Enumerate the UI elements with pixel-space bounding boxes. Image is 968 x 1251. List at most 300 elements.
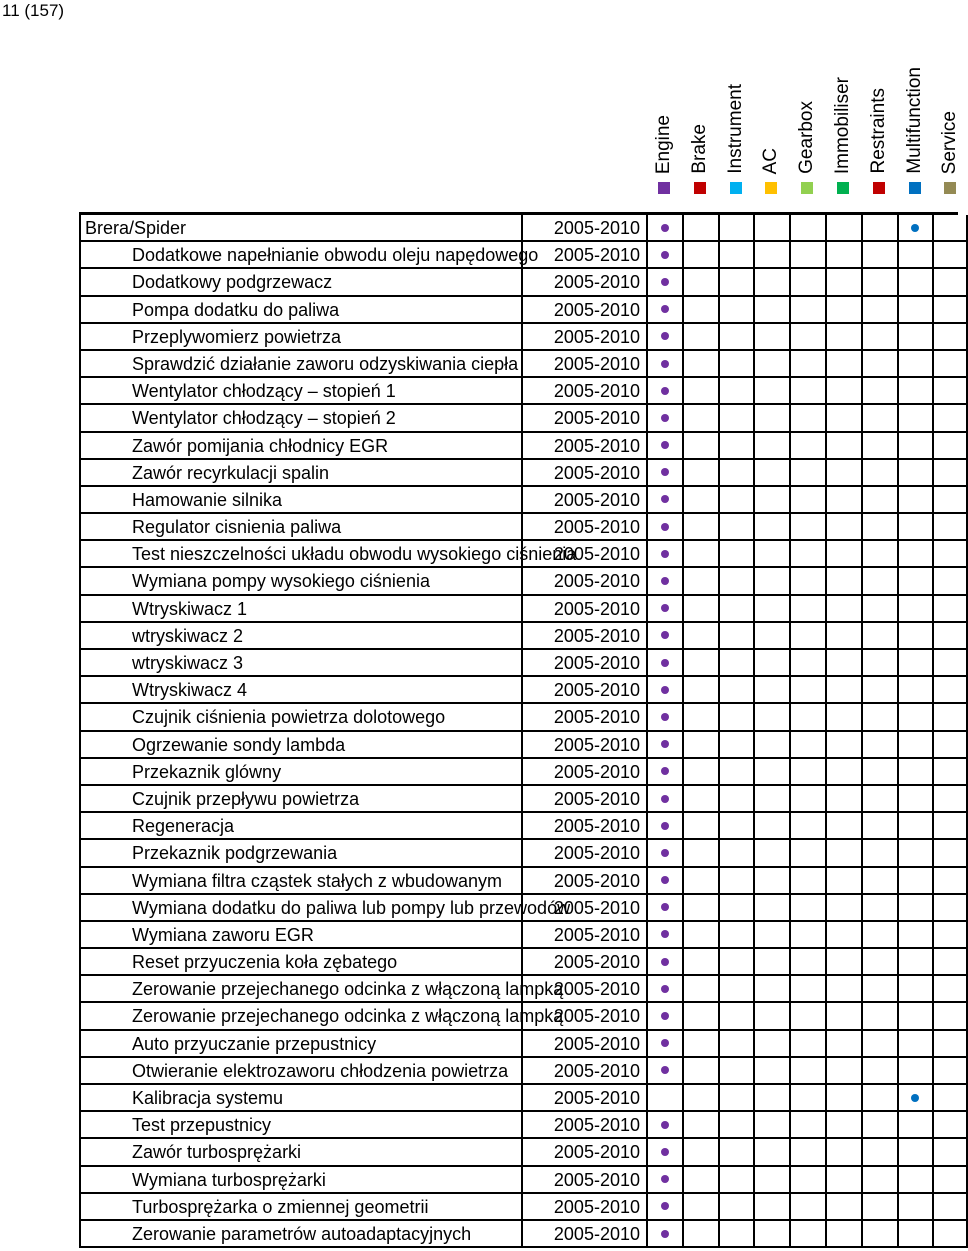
flag-cell-gearbox	[789, 1112, 825, 1139]
function-dot	[661, 740, 669, 748]
row-name: Regeneracja	[132, 816, 235, 837]
column-header-ac	[753, 0, 789, 200]
flag-cell-brake	[682, 976, 718, 1003]
column-label-wrap	[825, 0, 861, 174]
row-name: Turbosprężarka o zmiennej geometrii	[132, 1196, 429, 1217]
flag-cell-engine	[646, 677, 682, 704]
flag-cell-brake	[682, 704, 718, 731]
table-row	[79, 1194, 958, 1221]
table-row	[79, 732, 958, 759]
column-header-brake	[682, 0, 718, 200]
flag-cell-engine	[646, 1167, 682, 1194]
row-name-cell	[79, 840, 523, 867]
column-label: Immobiliser	[832, 76, 853, 174]
flag-cell-immobiliser	[825, 269, 861, 296]
row-name: Ogrzewanie sondy lambda	[132, 734, 346, 755]
row-name: Otwieranie elektrozaworu chłodzenia powietrza	[132, 1060, 509, 1081]
table-row	[79, 269, 958, 296]
table-row	[79, 433, 958, 460]
function-dot	[661, 360, 669, 368]
flag-cell-immobiliser	[825, 541, 861, 568]
column-header-restraints	[861, 0, 897, 200]
flag-cell-service	[932, 1221, 968, 1248]
row-years: 2005-2010	[523, 813, 646, 840]
flag-cell-service	[932, 269, 968, 296]
flag-cell-ac	[753, 677, 789, 704]
flag-cell-gearbox	[789, 813, 825, 840]
table-row	[79, 596, 958, 623]
flag-cell-gearbox	[789, 297, 825, 324]
row-name-cell	[79, 1139, 523, 1166]
flag-cell-gearbox	[789, 460, 825, 487]
table-row	[79, 242, 958, 269]
table-row	[79, 868, 958, 895]
flag-cell-immobiliser	[825, 433, 861, 460]
row-years: 2005-2010	[523, 1194, 646, 1221]
flag-cell-brake	[682, 623, 718, 650]
table-row	[79, 895, 958, 922]
flag-cell-instrument	[718, 922, 754, 949]
column-header-multifunction	[897, 0, 933, 200]
flag-cell-immobiliser	[825, 324, 861, 351]
flag-cell-gearbox	[789, 786, 825, 813]
flag-cell-multifunction	[897, 732, 933, 759]
flag-cell-engine	[646, 1139, 682, 1166]
row-name-cell	[79, 405, 523, 432]
flag-cell-immobiliser	[825, 650, 861, 677]
flag-cell-gearbox	[789, 895, 825, 922]
flag-cell-multifunction	[897, 949, 933, 976]
flag-cell-multifunction	[897, 541, 933, 568]
flag-cell-engine	[646, 1031, 682, 1058]
flag-cell-restraints	[861, 596, 897, 623]
table-row	[79, 460, 958, 487]
flag-cell-gearbox	[789, 1139, 825, 1166]
flag-cell-restraints	[861, 378, 897, 405]
function-dot	[661, 1121, 669, 1129]
flag-cell-ac	[753, 922, 789, 949]
column-label-wrap	[932, 0, 968, 174]
flag-cell-restraints	[861, 1194, 897, 1221]
column-label: Instrument	[724, 84, 746, 174]
flag-cell-multifunction	[897, 1003, 933, 1030]
row-name-cell	[79, 596, 523, 623]
row-name: Przeplywomierz powietrza	[132, 326, 342, 347]
flag-cell-restraints	[861, 868, 897, 895]
flag-cell-multifunction	[897, 1139, 933, 1166]
flag-cell-multifunction	[897, 868, 933, 895]
flag-cell-instrument	[718, 1031, 754, 1058]
row-years: 2005-2010	[523, 514, 646, 541]
flag-cell-engine	[646, 759, 682, 786]
row-name: Zerowanie parametrów autoadaptacyjnych	[132, 1223, 472, 1244]
flag-cell-ac	[753, 650, 789, 677]
table-row	[79, 840, 958, 867]
flag-cell-multifunction	[897, 786, 933, 813]
flag-cell-gearbox	[789, 1085, 825, 1112]
flag-cell-service	[932, 895, 968, 922]
flag-cell-engine	[646, 460, 682, 487]
function-dot	[661, 1012, 669, 1020]
row-name-cell	[79, 433, 523, 460]
flag-cell-immobiliser	[825, 242, 861, 269]
flag-cell-gearbox	[789, 1194, 825, 1221]
flag-cell-service	[932, 840, 968, 867]
table-row	[79, 922, 958, 949]
row-name-cell	[79, 895, 571, 922]
table-row	[79, 677, 958, 704]
flag-cell-instrument	[718, 433, 754, 460]
flag-cell-service	[932, 1031, 968, 1058]
flag-cell-instrument	[718, 1139, 754, 1166]
flag-cell-service	[932, 1139, 968, 1166]
flag-cell-brake	[682, 324, 718, 351]
flag-cell-immobiliser	[825, 1221, 861, 1248]
flag-cell-restraints	[861, 1058, 897, 1085]
row-name: Wentylator chłodzący – stopień 1	[132, 381, 396, 402]
flag-cell-multifunction	[897, 297, 933, 324]
function-dot	[661, 659, 669, 667]
flag-cell-brake	[682, 840, 718, 867]
flag-cell-gearbox	[789, 732, 825, 759]
flag-cell-engine	[646, 568, 682, 595]
table-rows	[79, 215, 958, 1248]
row-name-cell	[79, 1003, 564, 1030]
function-dot	[661, 305, 669, 313]
flag-cell-gearbox	[789, 976, 825, 1003]
flag-cell-ac	[753, 704, 789, 731]
function-dot	[661, 1066, 669, 1074]
flag-cell-instrument	[718, 732, 754, 759]
flag-cell-instrument	[718, 324, 754, 351]
flag-cell-brake	[682, 922, 718, 949]
flag-cell-restraints	[861, 786, 897, 813]
flag-cell-service	[932, 677, 968, 704]
row-name: Zawór recyrkulacji spalin	[132, 462, 330, 483]
flag-cell-immobiliser	[825, 514, 861, 541]
flag-cell-gearbox	[789, 596, 825, 623]
flag-cell-gearbox	[789, 405, 825, 432]
flag-cell-multifunction	[897, 1221, 933, 1248]
flag-cell-immobiliser	[825, 1003, 861, 1030]
row-name: Wtryskiwacz 4	[132, 680, 248, 701]
flag-cell-service	[932, 868, 968, 895]
table-row	[79, 324, 958, 351]
flag-cell-service	[932, 813, 968, 840]
flag-cell-immobiliser	[825, 351, 861, 378]
table-row	[79, 378, 958, 405]
flag-cell-multifunction	[897, 623, 933, 650]
flag-cell-service	[932, 460, 968, 487]
flag-cell-ac	[753, 1139, 789, 1166]
flag-cell-ac	[753, 868, 789, 895]
flag-cell-instrument	[718, 1112, 754, 1139]
row-years: 2005-2010	[523, 541, 646, 568]
row-years: 2005-2010	[523, 976, 646, 1003]
flag-cell-restraints	[861, 922, 897, 949]
function-dot	[661, 387, 669, 395]
row-name: Auto przyuczanie przepustnicy	[132, 1033, 377, 1054]
flag-cell-service	[932, 405, 968, 432]
flag-cell-instrument	[718, 1221, 754, 1248]
flag-cell-instrument	[718, 568, 754, 595]
flag-cell-instrument	[718, 405, 754, 432]
flag-cell-multifunction	[897, 1058, 933, 1085]
flag-cell-multifunction	[897, 351, 933, 378]
flag-cell-instrument	[718, 514, 754, 541]
flag-cell-service	[932, 922, 968, 949]
flag-cell-service	[932, 759, 968, 786]
flag-cell-engine	[646, 949, 682, 976]
column-color-swatch	[909, 182, 921, 194]
flag-cell-gearbox	[789, 269, 825, 296]
row-name: Hamowanie silnika	[132, 489, 283, 510]
row-years: 2005-2010	[523, 324, 646, 351]
flag-cell-brake	[682, 1139, 718, 1166]
flag-cell-service	[932, 514, 968, 541]
flag-cell-service	[932, 487, 968, 514]
flag-cell-ac	[753, 1112, 789, 1139]
row-name-cell	[79, 922, 523, 949]
flag-cell-immobiliser	[825, 1085, 861, 1112]
table-row	[79, 297, 958, 324]
row-name-cell	[79, 1031, 523, 1058]
row-years: 2005-2010	[523, 487, 646, 514]
flag-cell-gearbox	[789, 568, 825, 595]
flag-cell-restraints	[861, 215, 897, 242]
flag-cell-multifunction	[897, 405, 933, 432]
column-label: Restraints	[867, 88, 889, 174]
column-color-swatch	[658, 182, 670, 194]
flag-cell-gearbox	[789, 541, 825, 568]
flag-cell-engine	[646, 297, 682, 324]
row-years: 2005-2010	[523, 1031, 646, 1058]
column-color-swatch	[873, 182, 885, 194]
function-dot	[661, 414, 669, 422]
row-name: Dodatkowe napełnianie obwodu oleju napędowego	[132, 245, 539, 266]
flag-cell-engine	[646, 1058, 682, 1085]
table-row	[79, 623, 958, 650]
flag-cell-immobiliser	[825, 1167, 861, 1194]
function-dot	[661, 903, 669, 911]
row-name: Brera/Spider	[85, 218, 187, 238]
flag-cell-gearbox	[789, 433, 825, 460]
column-color-swatch	[730, 182, 742, 194]
function-dot	[661, 495, 669, 503]
flag-cell-engine	[646, 623, 682, 650]
flag-cell-immobiliser	[825, 596, 861, 623]
row-name: Czujnik ciśnienia powietrza dolotowego	[132, 707, 446, 728]
column-color-swatch	[944, 182, 956, 194]
flag-cell-immobiliser	[825, 487, 861, 514]
flag-cell-immobiliser	[825, 1112, 861, 1139]
row-name-cell	[79, 1112, 523, 1139]
row-name: Regulator cisnienia paliwa	[132, 517, 342, 538]
row-years: 2005-2010	[523, 269, 646, 296]
flag-cell-instrument	[718, 677, 754, 704]
flag-cell-immobiliser	[825, 1194, 861, 1221]
flag-cell-engine	[646, 840, 682, 867]
flag-cell-ac	[753, 405, 789, 432]
flag-cell-multifunction	[897, 976, 933, 1003]
flag-cell-brake	[682, 1058, 718, 1085]
row-years: 2005-2010	[523, 242, 646, 269]
flag-cell-restraints	[861, 976, 897, 1003]
flag-cell-ac	[753, 895, 789, 922]
flag-cell-engine	[646, 813, 682, 840]
flag-cell-ac	[753, 949, 789, 976]
flag-cell-restraints	[861, 1031, 897, 1058]
flag-cell-brake	[682, 215, 718, 242]
flag-cell-multifunction	[897, 242, 933, 269]
flag-cell-instrument	[718, 1003, 754, 1030]
function-dot	[661, 523, 669, 531]
flag-cell-engine	[646, 596, 682, 623]
function-dot	[661, 251, 669, 259]
flag-cell-engine	[646, 378, 682, 405]
flag-cell-brake	[682, 297, 718, 324]
row-name-cell	[79, 1058, 523, 1085]
column-label-wrap	[861, 0, 897, 174]
flag-cell-gearbox	[789, 623, 825, 650]
flag-cell-restraints	[861, 1139, 897, 1166]
column-color-swatch	[765, 182, 777, 194]
flag-cell-multifunction	[897, 514, 933, 541]
flag-cell-immobiliser	[825, 1058, 861, 1085]
flag-cell-ac	[753, 1194, 789, 1221]
flag-cell-restraints	[861, 487, 897, 514]
flag-cell-immobiliser	[825, 405, 861, 432]
row-years: 2005-2010	[523, 378, 646, 405]
row-years: 2005-2010	[523, 405, 646, 432]
flag-cell-service	[932, 351, 968, 378]
flag-cell-engine	[646, 242, 682, 269]
flag-cell-immobiliser	[825, 976, 861, 1003]
flag-cell-brake	[682, 1112, 718, 1139]
flag-cell-restraints	[861, 351, 897, 378]
flag-cell-instrument	[718, 1167, 754, 1194]
row-name-cell	[79, 976, 564, 1003]
row-years: 2005-2010	[523, 949, 646, 976]
function-dot	[661, 713, 669, 721]
row-name-cell	[79, 487, 523, 514]
flag-cell-ac	[753, 840, 789, 867]
table-row	[79, 1221, 958, 1248]
function-dot	[661, 849, 669, 857]
flag-cell-instrument	[718, 623, 754, 650]
flag-cell-gearbox	[789, 242, 825, 269]
table-row	[79, 650, 958, 677]
column-header-instrument	[718, 0, 754, 200]
flag-cell-brake	[682, 596, 718, 623]
flag-cell-ac	[753, 786, 789, 813]
flag-cell-gearbox	[789, 1167, 825, 1194]
row-name: wtryskiwacz 3	[132, 653, 244, 673]
row-years: 2005-2010	[523, 351, 646, 378]
flag-cell-instrument	[718, 704, 754, 731]
flag-cell-immobiliser	[825, 922, 861, 949]
column-label: Multifunction	[903, 67, 925, 174]
table-row	[79, 405, 958, 432]
flag-cell-restraints	[861, 405, 897, 432]
flag-cell-brake	[682, 269, 718, 296]
flag-cell-gearbox	[789, 1031, 825, 1058]
flag-cell-ac	[753, 297, 789, 324]
row-name-cell	[79, 623, 523, 650]
flag-cell-gearbox	[789, 759, 825, 786]
flag-cell-brake	[682, 1167, 718, 1194]
flag-cell-service	[932, 596, 968, 623]
column-label-wrap	[646, 0, 682, 174]
flag-cell-service	[932, 541, 968, 568]
flag-cell-immobiliser	[825, 704, 861, 731]
column-label: Service	[939, 110, 961, 174]
flag-cell-immobiliser	[825, 868, 861, 895]
flag-cell-ac	[753, 1167, 789, 1194]
flag-cell-multifunction	[897, 1112, 933, 1139]
flag-cell-gearbox	[789, 677, 825, 704]
function-dot	[661, 441, 669, 449]
flag-cell-brake	[682, 1194, 718, 1221]
flag-cell-brake	[682, 868, 718, 895]
flag-cell-gearbox	[789, 324, 825, 351]
column-label: Gearbox	[796, 101, 818, 174]
row-name-cell	[79, 215, 523, 242]
flag-cell-instrument	[718, 378, 754, 405]
flag-cell-service	[932, 433, 968, 460]
flag-cell-ac	[753, 976, 789, 1003]
row-name: Przekaznik glówny	[132, 761, 282, 782]
flag-cell-restraints	[861, 895, 897, 922]
flag-cell-restraints	[861, 1221, 897, 1248]
flag-cell-restraints	[861, 460, 897, 487]
function-dot	[661, 631, 669, 639]
table-row	[79, 1058, 958, 1085]
function-dot	[661, 1148, 669, 1156]
flag-cell-engine	[646, 922, 682, 949]
flag-cell-instrument	[718, 460, 754, 487]
flag-cell-immobiliser	[825, 677, 861, 704]
row-name-cell	[79, 650, 523, 677]
flag-cell-brake	[682, 351, 718, 378]
flag-cell-ac	[753, 242, 789, 269]
flag-cell-multifunction	[897, 460, 933, 487]
flag-cell-ac	[753, 433, 789, 460]
flag-cell-restraints	[861, 704, 897, 731]
flag-cell-immobiliser	[825, 949, 861, 976]
flag-cell-ac	[753, 1085, 789, 1112]
function-dot	[661, 1039, 669, 1047]
function-dot	[661, 332, 669, 340]
flag-cell-ac	[753, 732, 789, 759]
flag-cell-gearbox	[789, 514, 825, 541]
flag-cell-brake	[682, 460, 718, 487]
flag-cell-service	[932, 786, 968, 813]
flag-cell-engine	[646, 215, 682, 242]
flag-cell-brake	[682, 786, 718, 813]
row-name-cell	[79, 1085, 523, 1112]
row-years: 2005-2010	[523, 1003, 646, 1030]
flag-cell-instrument	[718, 297, 754, 324]
column-label: Brake	[688, 124, 710, 174]
row-name: Wymiana filtra cząstek stałych z wbudowanym	[132, 870, 502, 891]
flag-cell-instrument	[718, 242, 754, 269]
row-name-cell	[79, 732, 523, 759]
row-name-cell	[79, 1194, 523, 1221]
flag-cell-brake	[682, 949, 718, 976]
row-years: 2005-2010	[523, 704, 646, 731]
flag-cell-restraints	[861, 269, 897, 296]
